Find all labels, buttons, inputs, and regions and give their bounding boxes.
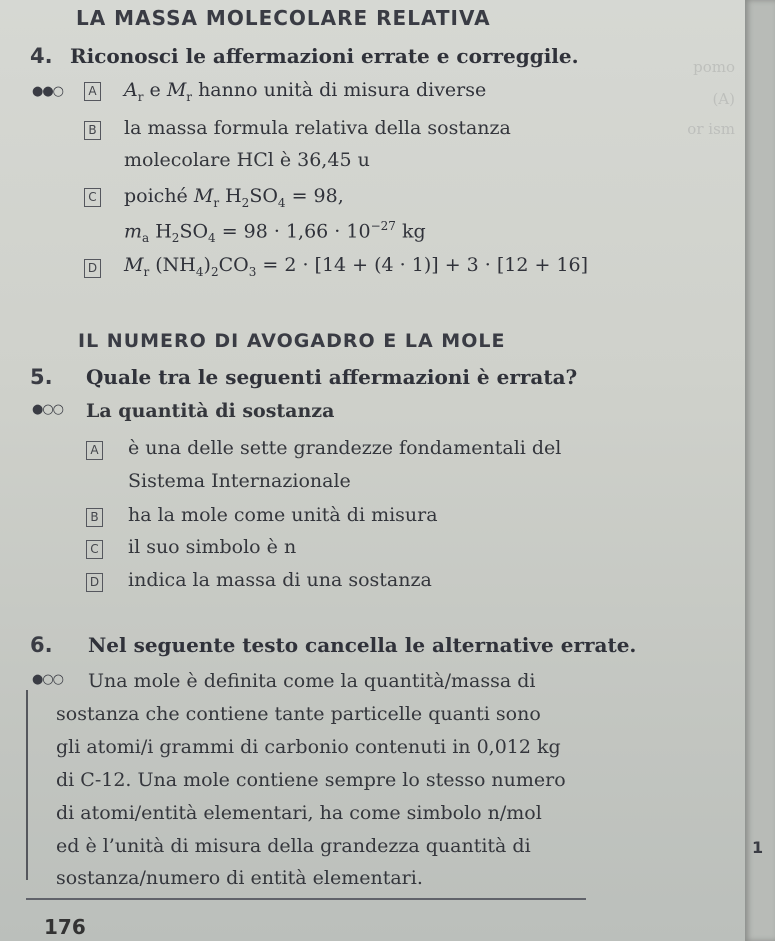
bleed-through-text: pomo: [693, 58, 735, 76]
option-text: indica la massa di una sostanza: [128, 569, 432, 591]
text-line: Una mole è definita come la quantità/massa di: [88, 670, 536, 692]
option-text: è una delle sette grandezze fondamentali del: [128, 437, 562, 459]
option-box-c[interactable]: C: [86, 540, 103, 559]
option-box-a[interactable]: A: [84, 82, 101, 101]
option-box-d[interactable]: D: [86, 573, 103, 592]
question-stem: La quantità di sostanza: [86, 400, 335, 422]
text-line: gli atomi/i grammi di carbonio contenuti in 0,012 kg: [56, 736, 561, 758]
margin-rule: [26, 690, 28, 880]
difficulty-indicator: ●○○: [32, 672, 64, 687]
question-prompt: Nel seguente testo cancella le alternative errate.: [88, 633, 637, 657]
text-line: sostanza che contiene tante particelle quanti sono: [56, 703, 541, 725]
option-text: la massa formula relativa della sostanza: [124, 117, 511, 139]
option-box-d[interactable]: D: [84, 259, 101, 278]
adjacent-page-edge: [745, 0, 775, 941]
text-line: di atomi/entità elementari, ha come simbolo n/mol: [56, 802, 542, 824]
text-line: ed è l’unità di misura della grandezza quantità di: [56, 835, 531, 857]
option-text: il suo simbolo è n: [128, 536, 297, 558]
option-text: Sistema Internazionale: [128, 470, 351, 492]
question-prompt: Riconosci le affermazioni errate e correggile.: [70, 44, 579, 68]
option-box-c[interactable]: C: [84, 188, 101, 207]
bleed-through-text: (A): [712, 90, 735, 108]
text-line: di C-12. Una mole contiene sempre lo stesso numero: [56, 769, 566, 791]
bleed-through-text: or ism: [687, 120, 735, 138]
option-text: molecolare HCl è 36,45 u: [124, 149, 370, 171]
question-number: 4.: [30, 44, 53, 68]
side-mark: 1: [752, 838, 764, 857]
option-box-b[interactable]: B: [86, 508, 103, 527]
question-number: 6.: [30, 633, 53, 657]
footer-rule: [26, 898, 586, 900]
option-text: $m_a$ $H_2SO_4 = 98 \cdot 1,66 \cdot 10^{-27}$ kg: [124, 219, 426, 246]
option-box-b[interactable]: B: [84, 121, 101, 140]
difficulty-indicator: ●○○: [32, 402, 64, 417]
option-box-a[interactable]: A: [86, 441, 103, 460]
option-text: ha la mole come unità di misura: [128, 504, 438, 526]
section-title: IL NUMERO DI AVOGADRO E LA MOLE: [78, 330, 506, 352]
question-number: 5.: [30, 365, 53, 389]
text-line: sostanza/numero di entità elementari.: [56, 867, 423, 889]
page-number: 176: [44, 915, 86, 939]
section-title: LA MASSA MOLECOLARE RELATIVA: [76, 6, 491, 30]
difficulty-indicator: ●●○: [32, 84, 64, 99]
question-prompt: Quale tra le seguenti affermazioni è errata?: [86, 365, 578, 389]
option-text: $M_r$ $(NH_4)_2CO_3 = 2 \cdot [14 + (4 \cdot 1)] + 3 \cdot [12 + 16]$: [124, 254, 589, 279]
option-text: $A_r$ e $M_r$ hanno unità di misura diverse: [124, 79, 487, 104]
option-text: poiché $M_r$ $H_2SO_4 = 98$,: [124, 185, 344, 210]
